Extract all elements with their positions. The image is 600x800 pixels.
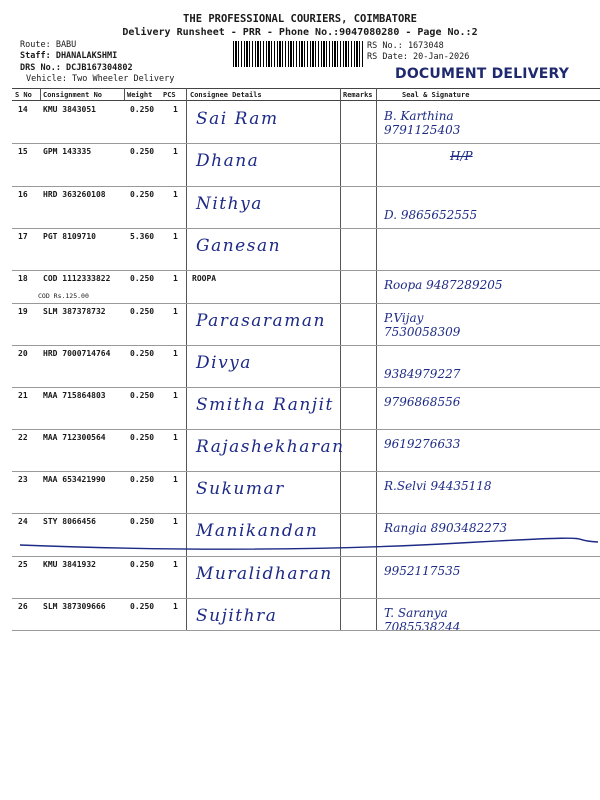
row-consignment-no: SLM 387309666 — [43, 602, 106, 611]
row-pcs: 1 — [173, 391, 178, 400]
col-weight: Weight — [127, 91, 153, 99]
row-handwritten-name: Muralidharan — [196, 564, 333, 584]
row-signature: R.Selvi 94435118 — [384, 479, 492, 493]
row-sno: 22 — [18, 433, 28, 442]
company-title: THE PROFESSIONAL COURIERS, COIMBATORE — [183, 13, 417, 25]
col-divider — [40, 88, 41, 100]
row-consignment-no: KMU 3841932 — [43, 560, 96, 569]
col-remarks: Remarks — [343, 91, 373, 99]
row-signature-phone: D. 9865652555 — [384, 208, 478, 222]
row-handwritten-name: Rajashekharan — [196, 437, 345, 457]
row-weight: 0.250 — [130, 560, 155, 569]
row-signature: P.Vijay — [384, 311, 424, 325]
row-signature: T. Saranya — [384, 606, 448, 620]
row-handwritten-name: Parasaraman — [196, 311, 326, 331]
row-sno: 21 — [18, 391, 28, 400]
row-weight: 0.250 — [130, 105, 155, 114]
barcode — [233, 41, 363, 67]
row-sno: 26 — [18, 602, 28, 611]
row-cod-amount: COD Rs.125.00 — [38, 292, 89, 300]
row-weight: 0.250 — [130, 475, 155, 484]
vehicle-label: Vehicle: Two Wheeler Delivery — [26, 74, 175, 84]
col-consignment: Consignment No — [43, 91, 103, 99]
route-label: Route: BABU — [20, 40, 77, 50]
col-seal: Seal & Signature — [402, 91, 470, 99]
row-divider — [12, 471, 600, 472]
row-consignment-no: STY 8066456 — [43, 517, 96, 526]
row-pcs: 1 — [173, 475, 178, 484]
row-signature-phone: 9384979227 — [384, 367, 461, 381]
row-pcs: 1 — [173, 105, 178, 114]
row-pcs: 1 — [173, 190, 178, 199]
row-consignment-no: MAA 653421990 — [43, 475, 106, 484]
row-sno: 18 — [18, 274, 28, 283]
row-divider — [12, 513, 600, 514]
row-weight: 0.250 — [130, 147, 155, 156]
row-weight: 0.250 — [130, 190, 155, 199]
row-signature: Rangia 8903482273 — [384, 521, 508, 535]
row-pcs: 1 — [173, 232, 178, 241]
table-top-border — [12, 88, 600, 89]
row-signature: B. Karthina — [384, 109, 454, 123]
row-divider — [12, 345, 600, 346]
row-sno: 17 — [18, 232, 28, 241]
row-handwritten-name: Sai Ram — [196, 109, 279, 129]
row-pcs: 1 — [173, 560, 178, 569]
row-consignment-no: COD 1112333822 — [43, 274, 111, 283]
row-signature: 9952117535 — [384, 564, 461, 578]
drs-label: DRS No.: DCJB167304802 — [20, 63, 133, 73]
row-consignment-no: HRD 7000714764 — [43, 349, 111, 358]
row-handwritten-name: Sujithra — [196, 606, 278, 626]
staff-label: Staff: DHANALAKSHMI — [20, 51, 118, 61]
row-signature-phone: 7085538244 — [384, 620, 461, 634]
row-handwritten-name: Manikandan — [196, 521, 319, 541]
row-sno: 19 — [18, 307, 28, 316]
row-sno: 14 — [18, 105, 28, 114]
table-bottom-border — [12, 630, 600, 631]
row-sno: 15 — [18, 147, 28, 156]
row-weight: 0.250 — [130, 307, 155, 316]
pen-stroke — [0, 530, 600, 560]
row-weight: 5.360 — [130, 232, 155, 241]
row-weight: 0.250 — [130, 517, 155, 526]
row-consignment-no: HRD 363260108 — [43, 190, 106, 199]
row-pcs: 1 — [173, 517, 178, 526]
col-sno: S No — [15, 91, 32, 99]
col-divider — [124, 88, 125, 100]
row-weight: 0.250 — [130, 391, 155, 400]
row-pcs: 1 — [173, 147, 178, 156]
row-sno: 24 — [18, 517, 28, 526]
row-divider — [12, 143, 600, 144]
row-divider — [12, 186, 600, 187]
row-weight: 0.250 — [130, 602, 155, 611]
row-signature-phone: 9791125403 — [384, 123, 461, 137]
row-weight: 0.250 — [130, 274, 155, 283]
row-weight: 0.250 — [130, 349, 155, 358]
row-handwritten-name: Dhana — [196, 151, 260, 171]
row-signature: 9619276633 — [384, 437, 461, 451]
row-sno: 25 — [18, 560, 28, 569]
row-handwritten-name: Sukumar — [196, 479, 285, 499]
row-divider — [12, 598, 600, 599]
row-signature-phone: 7530058309 — [384, 325, 461, 339]
row-pcs: 1 — [173, 349, 178, 358]
row-divider — [12, 429, 600, 430]
row-pcs: 1 — [173, 602, 178, 611]
row-handwritten-name: Smitha Ranjit — [196, 395, 334, 415]
row-weight: 0.250 — [130, 433, 155, 442]
row-sno: 23 — [18, 475, 28, 484]
row-sno: 20 — [18, 349, 28, 358]
row-pcs: 1 — [173, 433, 178, 442]
row-consignment-no: MAA 715864803 — [43, 391, 106, 400]
row-consignee: ROOPA — [192, 274, 217, 283]
row-handwritten-name: Nithya — [196, 194, 263, 214]
rs-number: RS No.: 1673048 — [367, 41, 444, 51]
row-signature: 9796868556 — [384, 395, 461, 409]
row-consignment-no: PGT 8109710 — [43, 232, 96, 241]
row-consignment-no: SLM 387378732 — [43, 307, 106, 316]
table-header-border — [12, 100, 600, 101]
col-pcs: PCS — [163, 91, 176, 99]
rs-date: RS Date: 20-Jan-2026 — [367, 52, 470, 62]
document-type-stamp: DOCUMENT DELIVERY — [395, 66, 570, 82]
row-divider — [12, 387, 600, 388]
col-consignee: Consignee Details — [190, 91, 262, 99]
runsheet-subtitle: Delivery Runsheet - PRR - Phone No.:9047080280 - Page No.:2 — [122, 27, 478, 38]
row-pcs: 1 — [173, 307, 178, 316]
row-handwritten-name: Ganesan — [196, 236, 282, 256]
row-signature: Roopa 9487289205 — [384, 278, 503, 292]
row-handwritten-name: Divya — [196, 353, 252, 373]
row-divider — [12, 270, 600, 271]
row-consignment-no: MAA 712300564 — [43, 433, 106, 442]
row-consignment-no: GPM 143335 — [43, 147, 92, 156]
row-sno: 16 — [18, 190, 28, 199]
row-consignment-no: KMU 3843051 — [43, 105, 96, 114]
row-pcs: 1 — [173, 274, 178, 283]
row-signature: H/P — [450, 149, 473, 163]
row-divider — [12, 303, 600, 304]
row-divider — [12, 228, 600, 229]
